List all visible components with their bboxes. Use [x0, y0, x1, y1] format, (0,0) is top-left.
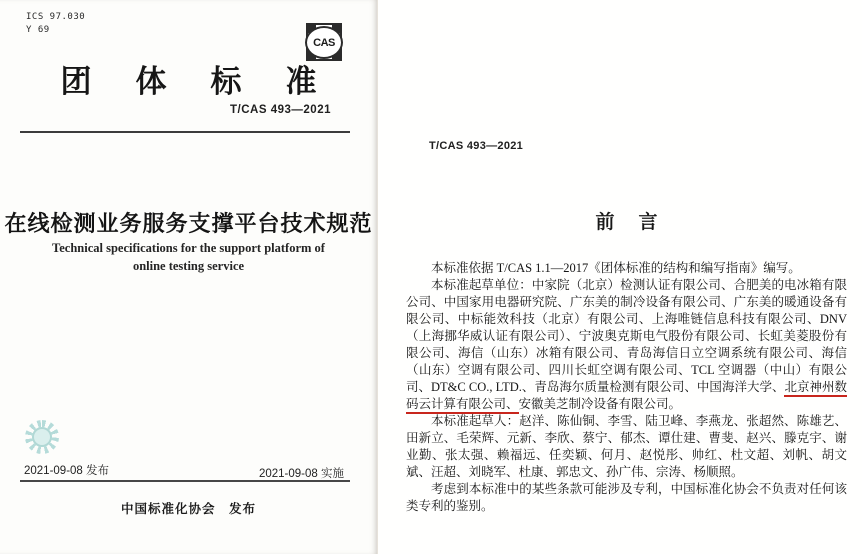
red-underlined-company: 北京神州数码云计算有限公司、 [406, 380, 847, 414]
top-rule-divider [20, 131, 350, 133]
document-title-en-line2: online testing service [132, 259, 245, 274]
drafting-orgs-tail: 安徽美芝制冷设备有限公司。 [518, 397, 682, 411]
bottom-rule-divider [20, 480, 350, 482]
publisher-line: 中国标准化协会 发布 [120, 502, 256, 516]
page-header-standard-number: T/CAS 493—2021 [429, 140, 524, 152]
document-title-en-line1: Technical specifications for the support platform of [52, 241, 325, 255]
issue-date: 2021-09-08 发布 [24, 465, 110, 477]
document-title-en [0, 239, 377, 275]
cover-page [0, 0, 377, 554]
implementation-date: 2021-09-08 实施 [258, 468, 344, 480]
paragraph-basis: 本标准依据 T/CAS 1.1—2017《团体标准的结构和编写指南》编写。 [431, 261, 801, 275]
ics-classification [26, 11, 85, 36]
standard-type-title: 团体标准 [60, 64, 361, 99]
drafting-orgs-text: 本标准起草单位：中家院（北京）检测认证有限公司、合肥美的电冰箱有限公司、中国家用电器研究院、广东美的制冷设备有限公司、广东美的暖通设备有限公司、中标能效科技（北京）有限公司、上海唯链信息科技有限公司、DNV（上海挪华威认证有限公司）、宁波奥克斯电气股份有限公司、长虹美菱股份有限公司、海信（山东）冰箱有限公司、青岛海信日立空调系统有限公司、海信（山东）空调有限公司、四川长虹空调有限公司、TCL 空调器（中山）有限公司、DT&C CO., LTD.、青岛海尔质量检测有限公司、中国海洋大学、 [406, 278, 847, 394]
foreword-body [406, 260, 847, 515]
paragraph-patent-note: 考虑到本标准中的某些条款可能涉及专利，中国标准化协会不负责对任何该类专利的鉴别。 [406, 482, 847, 513]
teal-seal-stamp-icon [25, 420, 59, 454]
doc-class-code: Y 69 [26, 24, 50, 35]
cas-logo-text: CAS [305, 26, 343, 59]
document-title-zh: 在线检测业务服务支撑平台技术规范 [4, 211, 373, 236]
foreword-heading: 前言 [595, 212, 682, 233]
foreword-page [377, 0, 862, 554]
paragraph-drafting-organizations [406, 277, 847, 413]
standard-number: T/CAS 493—2021 [230, 104, 331, 116]
paragraph-drafters: 本标准起草人：赵洋、陈仙铜、李雪、陆卫峰、李燕龙、张超然、陈雄艺、田新立、毛荣辉、元新、李欣、蔡宁、郁杰、谭仕建、曹斐、赵兴、滕克宇、谢业勤、张太强、赖福远、任奕颖、何月、赵悦彤、帅红、杜文超、刘帆、胡文斌、汪超、刘晓军、杜康、郭忠文、孙广伟、宗涛、杨顺照。 [406, 414, 847, 479]
ics-code: ICS 97.030 [26, 12, 86, 22]
